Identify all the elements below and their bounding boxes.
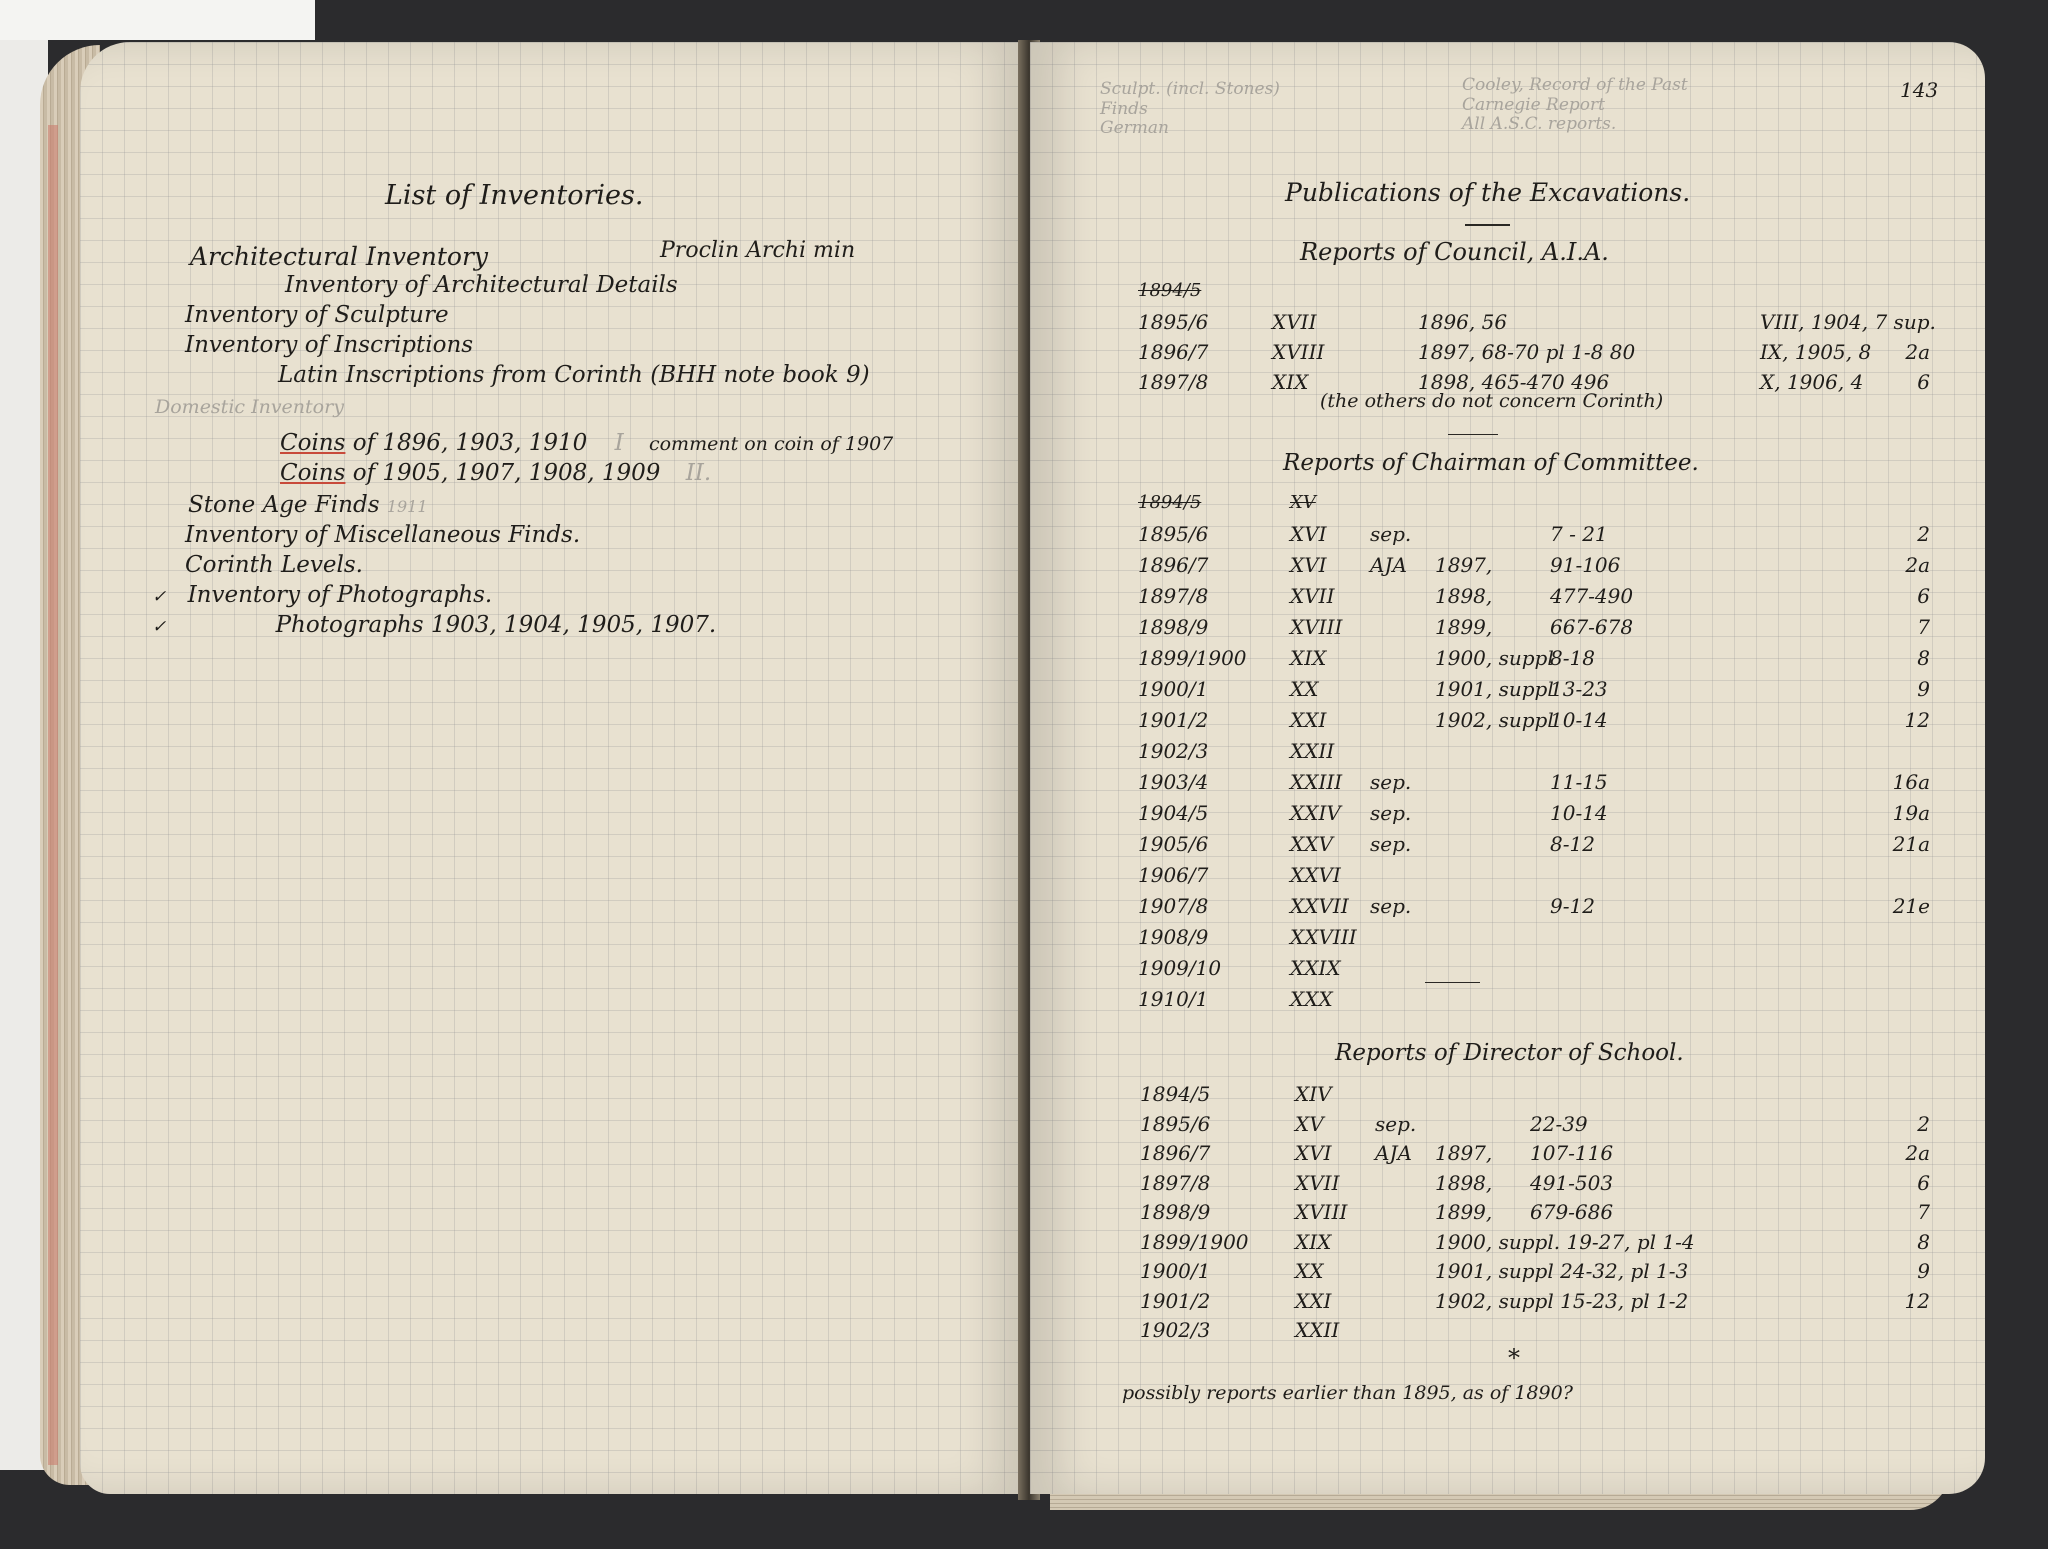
table-cell-roman: XXI bbox=[1295, 1288, 1332, 1313]
table-cell-num: 6 bbox=[1917, 584, 1930, 608]
table-cell-roman: XXIV bbox=[1290, 801, 1341, 825]
table-cell-roman: XXII bbox=[1290, 739, 1335, 763]
divider bbox=[1465, 224, 1510, 226]
margin-note: Proclin Archi min bbox=[660, 238, 856, 263]
coins-note: comment on coin of 1907 bbox=[648, 433, 894, 455]
right-page-title: Publications of the Excavations. bbox=[1285, 178, 1691, 207]
table-cell-roman: XXIII bbox=[1290, 770, 1343, 794]
table-cell-num: 19a bbox=[1892, 801, 1930, 825]
table-cell-year: 1898/9 bbox=[1140, 1200, 1211, 1224]
table-cell-year: 1896/7 bbox=[1138, 340, 1209, 364]
table-cell-sep: AJA bbox=[1370, 553, 1407, 577]
table-cell-num: 16a bbox=[1892, 770, 1930, 794]
table-cell-year: 1897/8 bbox=[1140, 1170, 1211, 1195]
table-cell-pages: 7 - 21 bbox=[1550, 522, 1608, 546]
inventory-item: Architectural Inventory bbox=[190, 242, 489, 271]
table-cell-pub: 1899, bbox=[1435, 615, 1493, 639]
table-cell-pub: 1899, bbox=[1435, 1200, 1493, 1224]
divider bbox=[1425, 982, 1480, 983]
table-cell-year: 1902/3 bbox=[1140, 1318, 1211, 1342]
table-cell-pub: 1902, suppl 15-23, pl 1-2 bbox=[1435, 1288, 1689, 1313]
table-cell-pages: 10-14 bbox=[1550, 801, 1608, 825]
table-cell-roman: XXVII bbox=[1290, 894, 1349, 918]
section-note: (the others do not concern Corinth) bbox=[1320, 390, 1664, 412]
table-cell-num: 2a bbox=[1905, 340, 1930, 364]
table-cell-year: 1901/2 bbox=[1138, 708, 1209, 732]
table-cell-roman: XIV bbox=[1295, 1082, 1332, 1106]
inventory-item-text: Stone Age Finds bbox=[188, 492, 380, 518]
table-cell-year: 1896/7 bbox=[1138, 553, 1209, 577]
table-cell-pub: 1897, bbox=[1435, 1141, 1493, 1165]
table-cell-year: 1910/1 bbox=[1138, 987, 1209, 1011]
table-cell-roman: XIX bbox=[1272, 370, 1309, 394]
table-cell-roman: XX bbox=[1290, 677, 1319, 701]
inventory-item: Corinth Levels. bbox=[185, 552, 363, 578]
table-cell-year: 1898/9 bbox=[1138, 615, 1209, 639]
section-heading: Reports of Council, A.I.A. bbox=[1300, 238, 1609, 266]
table-cell-roman: XVI bbox=[1290, 522, 1327, 546]
table-cell-roman: XIX bbox=[1295, 1229, 1332, 1254]
table-cell-num: 6 bbox=[1917, 370, 1930, 394]
table-cell-pub: 1897, bbox=[1435, 553, 1493, 577]
table-cell-roman: XVII bbox=[1272, 310, 1317, 334]
table-cell-year: 1902/3 bbox=[1138, 739, 1209, 763]
table-cell-pages: 107-116 bbox=[1530, 1141, 1614, 1165]
faint-note: German bbox=[1100, 118, 1169, 139]
faint-note: Finds bbox=[1100, 98, 1148, 119]
table-cell-roman: XVIII bbox=[1290, 615, 1343, 639]
coins-numeral: I bbox=[614, 430, 624, 456]
table-cell-sep: sep. bbox=[1375, 1111, 1417, 1136]
check-mark: ✓ bbox=[152, 617, 167, 637]
table-cell-year: 1906/7 bbox=[1138, 863, 1209, 887]
check-mark: ✓ bbox=[152, 587, 167, 607]
inventory-item: Inventory of Architectural Details bbox=[285, 272, 678, 298]
table-cell-sep: sep. bbox=[1370, 832, 1412, 856]
table-cell-pages: 491-503 bbox=[1530, 1170, 1614, 1195]
table-cell-pages: 22-39 bbox=[1530, 1111, 1588, 1136]
table-cell-roman: XXIX bbox=[1290, 956, 1341, 980]
table-cell-num: 12 bbox=[1904, 708, 1930, 732]
background-top bbox=[0, 0, 315, 40]
table-cell-sep: sep. bbox=[1370, 801, 1412, 825]
inventory-item: Latin Inscriptions from Corinth (BHH note book 9) bbox=[278, 362, 870, 388]
inventory-item bbox=[152, 614, 716, 637]
coins-label: Coins bbox=[280, 460, 346, 486]
faint-header-left bbox=[1100, 80, 1280, 139]
faint-note: Sculpt. (incl. Stones) bbox=[1100, 79, 1280, 99]
table-cell-year: 1907/8 bbox=[1138, 894, 1209, 918]
table-cell-roman: XVII bbox=[1295, 1170, 1340, 1195]
table-cell-year: 1894/5 bbox=[1140, 1082, 1211, 1106]
table-cell-roman: XIX bbox=[1290, 646, 1327, 670]
table-cell-num: 21e bbox=[1892, 894, 1930, 918]
section-heading: Reports of Director of School. bbox=[1335, 1040, 1684, 1066]
table-cell-pub: 1902, suppl bbox=[1435, 708, 1554, 732]
table-cell-roman: XXI bbox=[1290, 708, 1327, 732]
table-cell-year: 1895/6 bbox=[1138, 522, 1209, 546]
table-cell-year: 1908/9 bbox=[1138, 925, 1209, 949]
table-cell-num: 2a bbox=[1905, 553, 1930, 577]
table-cell-year: 1903/4 bbox=[1138, 770, 1209, 794]
table-cell-roman: XXVIII bbox=[1290, 925, 1357, 949]
table-cell-pages: 8-12 bbox=[1550, 832, 1595, 856]
table-cell-sep: sep. bbox=[1370, 522, 1412, 546]
table-cell-year: 1895/6 bbox=[1140, 1111, 1211, 1136]
divider bbox=[1448, 434, 1498, 435]
faint-note: Cooley, Record of the Past bbox=[1462, 75, 1688, 95]
coins-row bbox=[280, 432, 893, 455]
table-cell-ref: IX, 1905, 8 bbox=[1760, 340, 1872, 364]
table-cell-num: 21a bbox=[1892, 832, 1930, 856]
table-cell-num: 8 bbox=[1917, 1229, 1930, 1254]
table-cell-roman: XX bbox=[1295, 1259, 1324, 1283]
table-cell-pages: 667-678 bbox=[1550, 615, 1634, 639]
table-cell-roman: XXII bbox=[1295, 1318, 1340, 1342]
table-cell-roman: XVI bbox=[1295, 1141, 1332, 1165]
left-page bbox=[80, 42, 1025, 1494]
inventory-item: Inventory of Miscellaneous Finds. bbox=[185, 522, 581, 548]
table-cell-year: 1899/1900 bbox=[1140, 1229, 1249, 1254]
table-cell-pub: 1898, 465-470 496 bbox=[1418, 370, 1610, 394]
table-cell-roman: XV bbox=[1295, 1111, 1324, 1136]
table-cell-pub: 1900, suppl bbox=[1435, 646, 1554, 670]
table-cell-year: 1895/6 bbox=[1138, 310, 1209, 334]
table-cell-pages: 13-23 bbox=[1550, 677, 1608, 701]
inventory-item bbox=[152, 584, 492, 607]
struck-year: 1894/5 bbox=[1138, 492, 1202, 513]
table-cell-num: 8 bbox=[1917, 646, 1930, 670]
table-cell-pub: 1896, 56 bbox=[1418, 310, 1508, 334]
table-cell-num: 9 bbox=[1917, 677, 1930, 701]
footnote: possibly reports earlier than 1895, as of 1890? bbox=[1122, 1382, 1573, 1404]
coins-row bbox=[280, 462, 711, 485]
table-cell-pub: 1901, suppl 24-32, pl 1-3 bbox=[1435, 1259, 1689, 1283]
table-cell-num: 9 bbox=[1917, 1259, 1930, 1283]
coins-years: of 1905, 1907, 1908, 1909 bbox=[352, 460, 661, 486]
table-cell-pub: 1898, bbox=[1435, 1170, 1493, 1195]
table-cell-pages: 10-14 bbox=[1550, 708, 1608, 732]
table-cell-year: 1896/7 bbox=[1140, 1141, 1211, 1165]
table-cell-pages: 8-18 bbox=[1550, 646, 1595, 670]
table-cell-num: 7 bbox=[1917, 1200, 1930, 1224]
table-cell-year: 1897/8 bbox=[1138, 370, 1209, 394]
table-cell-roman: XVIII bbox=[1272, 340, 1325, 364]
struck-year: 1894/5 bbox=[1138, 280, 1202, 301]
table-cell-roman: XVII bbox=[1290, 584, 1335, 608]
inventory-item-faint: 1911 bbox=[386, 497, 428, 516]
inventory-item: Inventory of Inscriptions bbox=[185, 332, 474, 358]
table-cell-num: 2a bbox=[1905, 1141, 1930, 1165]
table-cell-sep: sep. bbox=[1370, 894, 1412, 918]
table-cell-year: 1897/8 bbox=[1138, 584, 1209, 608]
section-heading: Reports of Chairman of Committee. bbox=[1283, 450, 1699, 476]
faint-inventory-item: Domestic Inventory bbox=[155, 396, 344, 418]
table-cell-year: 1905/6 bbox=[1138, 832, 1209, 856]
table-cell-roman: XXVI bbox=[1290, 863, 1341, 887]
table-cell-roman: XVIII bbox=[1295, 1200, 1348, 1224]
faint-note: All A.S.C. reports. bbox=[1462, 114, 1617, 135]
table-cell-pages: 477-490 bbox=[1550, 584, 1634, 608]
table-cell-num: 2 bbox=[1917, 1111, 1930, 1136]
inventory-item bbox=[188, 494, 428, 517]
left-page-title: List of Inventories. bbox=[385, 180, 644, 211]
coins-years: of 1896, 1903, 1910 bbox=[352, 430, 588, 456]
table-cell-sep: AJA bbox=[1375, 1141, 1412, 1165]
table-cell-ref: VIII, 1904, 7 sup. bbox=[1760, 310, 1936, 334]
table-cell-pages: 679-686 bbox=[1530, 1200, 1614, 1224]
table-cell-pub: 1900, suppl. 19-27, pl 1-4 bbox=[1435, 1229, 1695, 1254]
table-cell-num: 2 bbox=[1917, 522, 1930, 546]
table-cell-pub: 1897, 68-70 pl 1-8 80 bbox=[1418, 340, 1636, 364]
inventory-item: Inventory of Sculpture bbox=[185, 302, 449, 328]
inventory-item-text: Inventory of Photographs. bbox=[187, 582, 493, 608]
inventory-item-text: Photographs 1903, 1904, 1905, 1907. bbox=[275, 612, 717, 638]
table-cell-num: 6 bbox=[1917, 1170, 1930, 1195]
right-page bbox=[1030, 42, 1985, 1494]
table-cell-year: 1899/1900 bbox=[1138, 646, 1247, 670]
table-cell-roman: XXX bbox=[1290, 987, 1333, 1011]
faint-note: Carnegie Report bbox=[1462, 94, 1605, 115]
table-cell-roman: XVI bbox=[1290, 553, 1327, 577]
table-cell-num: 12 bbox=[1904, 1288, 1930, 1313]
table-cell-num: 7 bbox=[1917, 615, 1930, 639]
table-cell-pages: 11-15 bbox=[1550, 770, 1608, 794]
struck-roman: XV bbox=[1290, 492, 1316, 513]
table-cell-year: 1909/10 bbox=[1138, 956, 1222, 980]
table-cell-year: 1901/2 bbox=[1140, 1288, 1211, 1313]
table-cell-year: 1900/1 bbox=[1138, 677, 1209, 701]
table-cell-pub: 1898, bbox=[1435, 584, 1493, 608]
table-cell-year: 1900/1 bbox=[1140, 1259, 1211, 1283]
table-cell-pages: 91-106 bbox=[1550, 553, 1621, 577]
page-number: 143 bbox=[1900, 78, 1939, 102]
table-cell-roman: XXV bbox=[1290, 832, 1333, 856]
coins-numeral: II. bbox=[685, 460, 712, 486]
table-cell-ref: X, 1906, 4 bbox=[1760, 370, 1864, 394]
coins-label: Coins bbox=[280, 430, 346, 456]
table-cell-sep: sep. bbox=[1370, 770, 1412, 794]
asterisk: * bbox=[1508, 1344, 1520, 1372]
table-cell-pages: 9-12 bbox=[1550, 894, 1595, 918]
faint-header-right bbox=[1462, 76, 1688, 135]
table-cell-pub: 1901, suppl bbox=[1435, 677, 1554, 701]
table-cell-year: 1904/5 bbox=[1138, 801, 1209, 825]
